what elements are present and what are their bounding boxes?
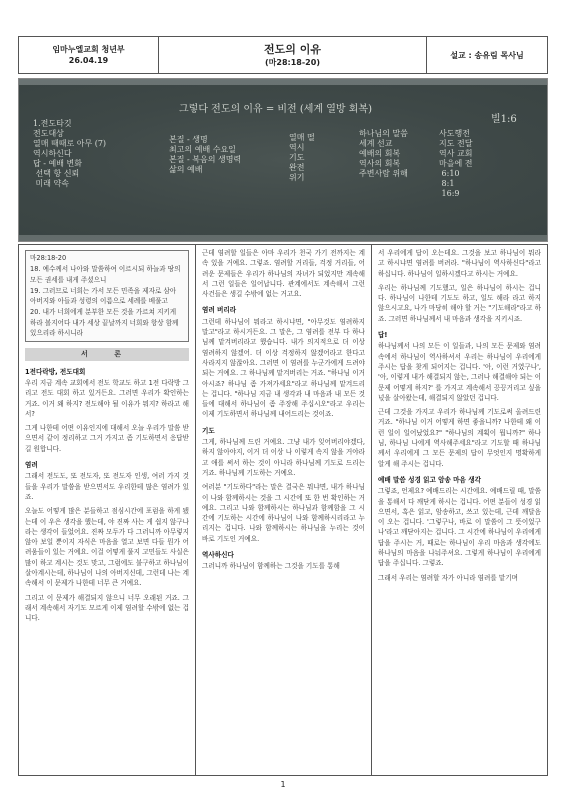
- section-title: 역사하신다: [202, 551, 234, 560]
- column-2: [195, 245, 371, 775]
- board-corner-note: 빌1:6: [491, 114, 517, 125]
- sermon-title: 전도의 이유: [264, 42, 321, 56]
- section-title: 예배 말씀 성경 읽고 암송 마음 생각: [378, 475, 481, 484]
- scripture-box: [25, 250, 189, 342]
- board-right-notes-b: 사도행전 지도 전달 역사 교회 마을에 전 6:10 8:1 16:9: [439, 129, 473, 198]
- paragraph: 우리 지금 계속 교회에서 전도 학교도 하고 1전 다락방 그리고 전도 대회 하고 있거든요. 그러면 우리가 확인하는 거죠. 이거 왜 하지? 전도해야 될 이유가 뭐지? 하라고 해서?: [25, 378, 189, 418]
- paragraph: 하나님께서 나의 모든 이 일들과, 나의 모든 문제와 염려 속에서 하나님이 역사하셔서 우리는 하나님이 우리에게 주시는 답을 찾게 되어지는 겁니다. '아, 이런 거였구나', '아, 이렇게 내가 해결되지 않는, 그러나 해결해야 되는 이 문제 어떻게 하지?' 를 가지고 계속해서 끙끙거리고 싶을 넋을 살아왔는데, 해결되지 않았던 겁니다.: [378, 342, 541, 402]
- bulletin-date: 26.04.19: [68, 56, 109, 65]
- column-1: [19, 245, 195, 775]
- board-right-notes-a: 하나님의 말씀 세계 선교 예배의 회복 역사의 회복 주변사람 위해: [359, 129, 408, 178]
- section-title: 염려: [25, 461, 38, 470]
- board-mid-notes-b: 열매 떨 역시 기도 완전 위기: [289, 133, 315, 182]
- sermon-passage: (마28:18-20): [265, 57, 320, 67]
- column-3: [371, 245, 547, 775]
- sermon-title-block: [159, 37, 427, 73]
- paragraph: 오늘도 어떻게 많은 분들하고 점심시간에 포럼을 하게 됐는데 이 우은 생각을 했는데, 야 진짜 사는 게 쉽지 않구나라는 생각이 들었어요. 진짜 모두가 다 그러니까 아무렇지 않아 보일 뿐이지 자식은 마음을 열고 보면 다들 뭔가 어려움들이 있는 거예요. 이걸 어떻게 풀지 고민들도 사실은 많이 하고 계시는 것도 맞고, 그럼에도 불구하고 하나님이 살아계시는데, 하나님이 나의 아버지신데, 그런데 나는 계속해서 이 문제가 나한테 너무 큰 거예요.: [25, 507, 189, 588]
- section-band-intro: 서 론: [25, 348, 189, 360]
- paragraph: 그게 나한테 어떤 이유인지에 대해서 오늘 우리가 말씀 받으면서 같이 정리하고 그거 가지고 좀 기도하면서 응답받길 원합니다.: [25, 424, 189, 453]
- paragraph: 그래서 전도도, 또 전도자, 또 전도자 인생, 여러 가지 것들을 우리가 말씀을 받으면서도 우리한테 많은 염려가 있죠.: [25, 472, 189, 501]
- paragraph: 그렇죠, 언제요? 예배드리는 시간에요. 예배드릴 때, 말씀을 통해서 다 깨닫게 하시는 겁니다. 어떤 분들이 성경 읽으면서, 혹은 읽고, 암송하고, 쓰고 있는데, 근데 깨달음이 오는 겁니다. '그렇구나, 바로 이 말씀이 그 뜻이었구나'라고 깨닫아지는 겁니다. 그 시간에 하나님이 우리에게 답을 주시는 거, 때로는 하나님이 우리 마음과 생각에도 하나님의 마음을 나눠주셔요. 그렇게 하나님이 우리에게 답을 주십니다. 그렇죠.: [378, 487, 541, 568]
- paragraph: 그런데 하나님이 뭐라고 하시냐면, "아무것도 염려하지 말고"라고 하시거든요. 그 말은, 그 염려를 전부 다 하나님께 맡겨버리라고 했습니다. 내가 의지적으로 더 이상 염려하지 않겠어. 더 이상 걱정하지 않겠어라고 한다고 사라지지 않잖아요. 그러면 이 염려를 누군가에게 드려야 되는 거예요. 그 하나님께 맡겨버리는 거죠. "하나님 이거 아시죠? 하나님 좀 가져가세요"라고 하나님께 맡겨드리는 겁니다. "하나님 지금 내 생각과 내 마음과 내 모든 것들에 대해서 하나님이 좀 주장해 주십시오"라고 우리는 이제 기도하면서 하나님께 내어드리는 것이죠.: [202, 317, 365, 419]
- preacher-info: [427, 37, 547, 73]
- chalkboard: [19, 85, 548, 235]
- page-number: 1: [280, 780, 286, 789]
- section-title: 기도: [202, 426, 215, 435]
- bulletin-header: [18, 36, 548, 74]
- board-left-notes: 1.전도타깃 전도대상 열매 때때로 아무 (7) 역시하신다 답 - 예배 변화 선택 항 신뢰 미래 약속: [33, 119, 107, 188]
- church-info: [19, 37, 159, 73]
- scripture-verse-18: 18. 예수께서 나아와 말씀하여 이르시되 하늘과 땅의 모든 권세를 내게 주셨으니: [30, 265, 181, 284]
- board-mid-notes-a: 본질 - 생명 최고의 예배 수요일 본질 - 복음의 생명력 삶의 예배: [169, 135, 242, 174]
- section-title: 염려 버리라: [202, 306, 237, 315]
- paragraph: 그리고 이 문제가 해결되지 않으니 너무 오래된 거죠. 그래서 계속해서 자기도 모르게 이제 염려할 수밖에 없는 겁니다.: [25, 593, 189, 623]
- paragraph: 근데 염려할 일들은 아마 우리가 천국 가기 전까지는 계속 있을 거예요. 그렇죠. 염려할 거리들, 걱정 거리들, 어려운 문제들은 우리가 하나님의 자녀가 되었지만 계속해서 그런 일들은 일어납니다. 관계에서도 계속해서 그런 사건들은 생길 수밖에 없는 거고요.: [202, 249, 365, 299]
- sermon-body: [18, 244, 548, 776]
- scripture-reference: 마28:18-20: [30, 254, 67, 262]
- scripture-verse-19: 19. 그러므로 너희는 가서 모든 민족을 제자로 삼아 아버지와 아들과 성령의 이름으로 세례를 베풀고: [30, 286, 177, 306]
- section-title: 답!: [378, 331, 388, 340]
- paragraph: 우리는 하나님께 기도했고, 일은 하나님이 하시는 겁니다. 하나님이 나한테 기도도 하고, 일도 해라 라고 하지 않으시고요, 나가 마당히 해야 할 거는 "기도해라"라고 하죠. 그러면 하나님께서 내 마음과 생각을 지키시죠.: [378, 283, 541, 323]
- chalkboard-photo: [18, 78, 548, 242]
- paragraph: 그러니까 하나님이 함께하는 그것을 기도를 통해: [202, 562, 340, 571]
- paragraph: 그래서 우리는 염려할 자가 아니라 염려를 맡기며: [378, 573, 518, 582]
- scripture-verse-20: 20. 내가 너희에게 분부한 모든 것을 가르쳐 지키게 하라 볼지어다 내가 세상 끝날까지 너희와 항상 함께 있으리라 하시니라: [30, 308, 179, 338]
- paragraph: 그게, 하나님께 드린 거예요. 그냥 내가 잊어버리야겠다, 하지 않아야지, 이거 더 이상 나 이렇게 속지 않을 거야라고 애를 써서 하는 것이 아니라 하나님께 기도로 드리는 거죠. 하나님께 기도하는 거예요.: [202, 438, 365, 477]
- paragraph: 여러분 "기도하다"라는 말은 결국은 뭐냐면, 내가 하나님이 나와 함께하시는 것을 그 시간에 또 한 번 확인하는 거예요. 그리고 나와 함께하시는 하나님과 함께함을 그 시간에 기도하는 시간에 하나님이 나와 함께하시리라고 누리지는 겁니다. 나와 함께하시는 하나님을 누리는 것이 바로 기도인 거예요.: [202, 483, 365, 543]
- church-name: 임마누엘교회 청년부: [52, 45, 125, 54]
- board-heading: 그렇다 전도의 이유 = 비전 (세계 열방 회복): [179, 104, 372, 115]
- preacher-name: 설교 : 송유림 목사님: [450, 50, 524, 60]
- paragraph: 근데 그것을 가지고 우리가 하나님께 기도로써 올려드린 거죠. "하나님 이거 어떻게 하면 좋을니까? 나한테 왜 이런 일이 일어났었요?" "하나님의 계획이 뭡니까?" 하나님, 하나님 나에게 역사해주세요"라고 기도할 때 하나님께서 우리에게 그 모든 문제의 답이 무엇인지 명확하게 알게 해 주시는 겁니다.: [378, 408, 541, 468]
- section-title: 1전다락방, 전도대회: [25, 367, 86, 376]
- paragraph: 서 우리에게 답이 오는데요. 그것을 보고 하나님이 뭐라고 하시냐면 염려를 버려라. "하나님이 역사하신다"라고 하십니다. 하나님이 일하시겠다고 하시는 거예요.: [378, 249, 541, 278]
